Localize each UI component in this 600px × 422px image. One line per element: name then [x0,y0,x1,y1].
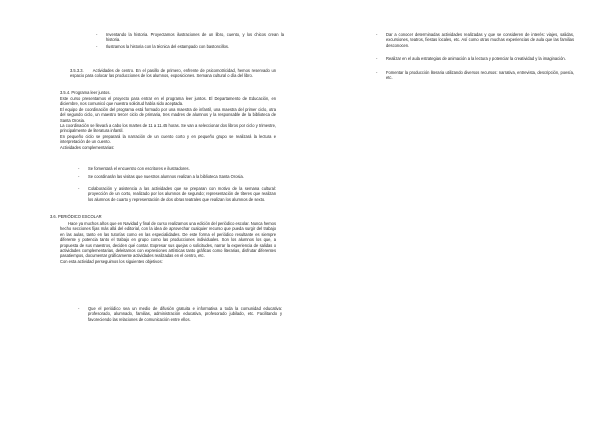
list-item-text: Que el periódico sea un medio de difusión gratuita e informativa a toda la comunidad educativa: profesorado, alumnado, familias, administración educativa, profesorado jubilado, etc. Facilitando y favoreciendo las relaciones de comunicación entre ellos. [88,306,282,322]
bullet-dash: - [376,32,378,37]
list-item [96,44,284,49]
bullet-dash: - [376,56,378,61]
list-item-text: Se coordinarán las visitas que nuestros alumnos realizan a la biblioteca Santa Orosia. [88,174,244,179]
bullet-dash: - [78,186,80,191]
list-item [376,32,574,48]
bullet-dash: - [78,306,80,311]
bullet-dash: - [96,44,98,49]
section-36-body [60,221,276,264]
list-item-text: Realizar en el aula estrategias de animación a la lectura y potenciar la creatividad y la imaginación. [386,56,566,61]
list-item-text: Ilustramos la historia con la técnica del estampado con bastoncillos. [106,44,230,49]
list-item-text: Se fomentará el encuentro con escritores e ilustradores. [88,166,190,171]
section-heading: 3.5.4. Programa leer juntos. [60,90,111,95]
bullet-dash: - [78,174,80,179]
section-354-body [60,96,276,150]
paragraph: Este curso presentamos el proyecto para entrar en el programa leer juntos. El Departamento de Educación, en diciembre, nos comunicó que nuestra solicitud había sido aceptada. [60,96,276,107]
list-item [78,166,276,171]
right-page [300,0,600,422]
list-item-text: Fomentar la producción literaria utilizando diversos recursos: narrativa, entrevista, descripción, poesía, etc. [386,70,574,81]
list-item-text: Inventando la historia. Proyectamos ilustraciones de un libro, cuento, y los chicos crean la historia. [106,32,284,43]
list-item [376,70,574,81]
bullet-dash: - [78,166,80,171]
list-item [78,306,282,322]
paragraph: La coordinación se llevará a cabo los martes de 11 a 11.45 horas. Se van a seleccionar dos libros por ciclo y trimestre, principalmente de literatura infantil. [60,123,276,134]
list-item [78,186,276,202]
section-heading: 3.6. PERIÓDICO ESCOLAR [50,214,102,219]
list-item-text: Dar a conocer determinadas actividades realizadas y que se consideren de interés: viajes, salidas, excursiones, teatros, fiestas locales, etc. Así como otras muchas experiencias de aula que las familias desconocen. [386,32,574,48]
paragraph: Hace ya muchos años que en Navidad y final de curso realizamos una edición del periódico escolar. Nunca hemos hecho secciones fijas más allá del editorial, con la idea de aprovechar cualquier recurso que pueda surgir del trabajo en las aulas, tanto en las tutorías como en las especialidades. De este forma el periódico resultante es siempre diferente y potencia tanto el trabajo en grupo como las producciones individuales. Son los alumnos los que, a propuesta de sus maestros, deciden qué contar. Expresar sus quejas o solicitudes, narrar la experiencia de salidas o actividades complementarias, deleitarnos con expresiones artísticas tanto gráficas como literarias, disfrutar diferentes pasatiempos, documentar gráficamente actividades realizadas en el centro, etc. [60,221,276,259]
paragraph: Con esta actividad perseguimos los siguientes objetivos: [60,258,163,264]
list-item [96,32,284,43]
list-item [376,56,574,61]
paragraph: El equipo de coordinación del programa está formado por una maestra de infantil, una maestra del primer ciclo, otra del segundo ciclo, un maestro tercer ciclo de primaria, tres madres de alumnos y la responsable de la biblioteca de Santa Orosia. [60,106,276,123]
list-item-text: Colaboración y asistencia a las actividades que se preparan con motivo de la semana cultural: proyección de un corto, realizado por los alumnos de segundo; representación de títeres que realizan los alumnos de cuarto y representación de dos obras teatrales que realizan los alumnos de sexto. [88,186,276,202]
paragraph: Actividades complementarias: [60,144,115,150]
section-text: Actividades de centro. En el pasillo de primero, enfrente de psicomotricidad, hemos reservado un espacio para colocar las producciones de los alumnos, exposiciones. Semana cultural o día del libro. [70,68,277,79]
list-item [78,174,276,179]
bullet-dash: - [96,32,98,37]
section-number: 3.5.3.3. [70,68,84,73]
bullet-dash: - [376,70,378,75]
paragraph: En pequeño ciclo se preparará la narración de un cuento corto y en pequeño grupo se realizará la lectura e interpretación de un cuento. [60,133,276,145]
section-3533 [70,68,276,79]
